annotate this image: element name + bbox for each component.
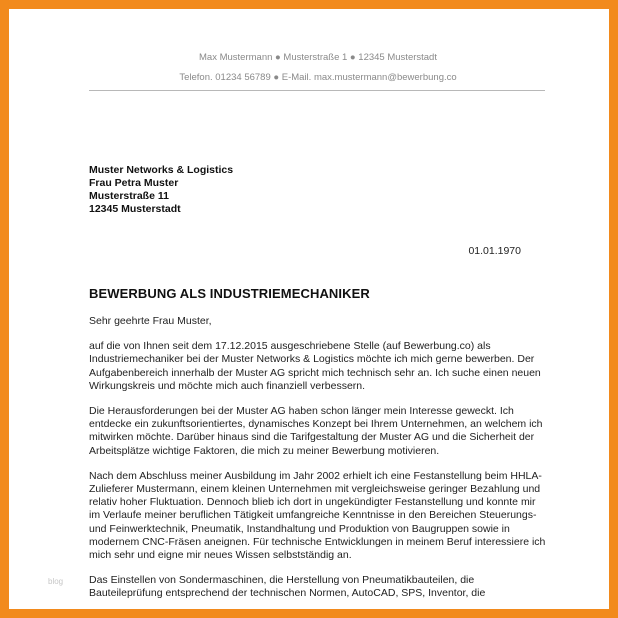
recipient-street: Musterstraße 11 [89, 190, 169, 202]
body-paragraph: Nach dem Abschluss meiner Ausbildung im Jahr 2002 erhielt ich eine Festanstellung beim HHLA-Zulieferer Mustermann, einem kleinen Unternehmen mit vergleichsweise geringer Bezahlung und relativ hoher Fluktuation. Dennoch blieb ich dort in ungekündigter Festanstellung und konnte mir im Verlaufe meiner beruflichen Tätigkeit umfangreiche Kenntnisse in den Bereichen Steuerungs- und Feinwerktechnik, Pneumatik, Instandhaltung und Produktion von Baugruppen sowie in modernem CNC-Fräsen aneignen. Für technische Entwicklungen in meinem Beruf interessiere ich mich sehr und eigne mir neues Wissen selbstständig an. [89, 469, 546, 562]
body-paragraph: Die Herausforderungen bei der Muster AG haben schon länger mein Interesse geweckt. Ich entdecke ein zukunftsorientiertes, dynamisches Konzept bei Ihrem Unternehmen, an welchem ich mitwirken möchte. Darüber hinaus sind die Tarifgestaltung der Muster AG und die Sicherheit der Arbeitsplätze wichtige Faktoren, die mich zu meiner Bewerbung motivieren. [89, 405, 543, 457]
header-divider [89, 90, 545, 91]
body-paragraph: Das Einstellen von Sondermaschinen, die Herstellung von Pneumatikbauteilen, die Bauteileprüfung entsprechend der technischen Normen, AutoCAD, SPS, Inventor, die [89, 574, 486, 600]
letter-subject: BEWERBUNG ALS INDUSTRIEMECHANIKER [89, 286, 370, 301]
sender-contact-line: Telefon. 01234 56789 ● E-Mail. max.mustermann@bewerbung.co [179, 72, 457, 83]
recipient-company: Muster Networks & Logistics [89, 164, 234, 176]
salutation: Sehr geehrte Frau Muster, [89, 315, 212, 327]
recipient-person: Frau Petra Muster [89, 177, 179, 189]
letter-body [89, 315, 549, 613]
watermark-text: blog [48, 577, 64, 586]
recipient-city: 12345 Musterstadt [89, 203, 181, 215]
recipient-address [89, 164, 233, 216]
body-paragraph: auf die von Ihnen seit dem 17.12.2015 ausgeschriebene Stelle (auf Bewerbung.co) als Industriemechaniker bei der Muster Networks & Logistics möchte ich mich gerne bewerben. Der Aufgabenbereich innerhalb der Muster AG spricht mich technisch sehr an. Ich suche einen neuen Wirkungskreis und möchte mich auch finanziell verbessern. [89, 340, 541, 392]
sender-address-line: Max Mustermann ● Musterstraße 1 ● 12345 Musterstadt [199, 52, 437, 63]
letter-date: 01.01.1970 [468, 245, 521, 257]
